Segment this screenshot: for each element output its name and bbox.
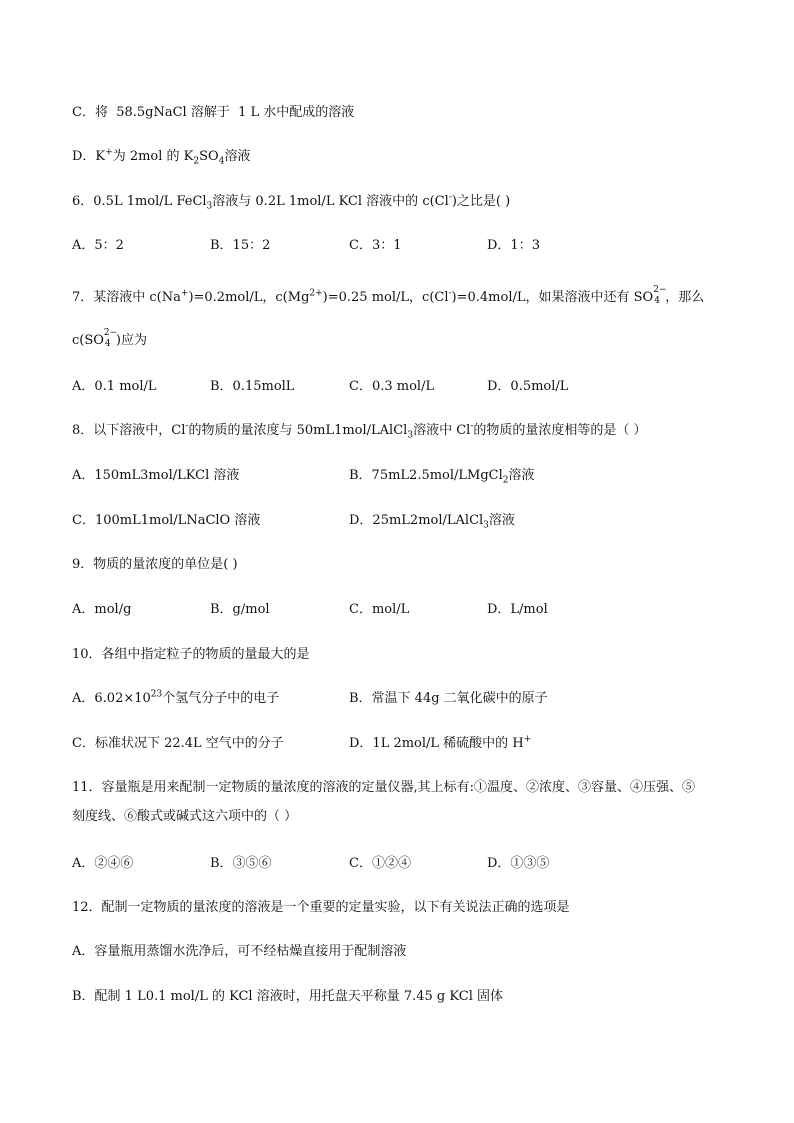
q8-option-a[interactable]: A．150mL3mol/LKCl 溶液: [72, 468, 240, 483]
question-6-stem: 6．0.5L 1mol/L FeCl$_3$溶液与 0.2L 1mol/L KCl 溶液中的 c(Cl-)之比是( ): [72, 192, 511, 212]
q9-option-b[interactable]: B．g/mol: [210, 602, 270, 617]
question-10-stem: 10．各组中指定粒子的物质的量最大的是: [72, 647, 310, 662]
q6-option-d[interactable]: D．1：3: [487, 238, 540, 253]
q7-option-d[interactable]: D．0.5mol/L: [487, 379, 569, 394]
q10-option-b[interactable]: B．常温下 44g 二氧化碳中的原子: [349, 691, 548, 706]
q12-option-a[interactable]: A．容量瓶用蒸馏水洗净后，可不经枯燥直接用于配制溶液: [72, 944, 407, 959]
question-8-stem: 8．以下溶液中，Cl-的物质的量浓度与 50mL1mol/LAlCl$_3$溶液中 Cl-的物质的量浓度相等的是（ ）: [72, 421, 647, 441]
q9-option-c[interactable]: C．mol/L: [349, 602, 410, 617]
q9-option-d[interactable]: D．L/mol: [487, 602, 548, 617]
q8-option-b[interactable]: B．75mL2.5mol/LMgCl$_2$溶液: [349, 468, 535, 486]
q7-option-c[interactable]: C．0.3 mol/L: [349, 379, 435, 394]
question-7-stem-line2: c(SO 2− 4 )应为: [72, 328, 147, 349]
q6-option-b[interactable]: B．15：2: [210, 238, 271, 253]
q11-option-a[interactable]: A．②④⑥: [72, 856, 134, 871]
q8-option-c[interactable]: C．100mL1mol/LNaClO 溶液: [72, 513, 261, 528]
question-11-stem-line2: 刻度线、⑥酸式或碱式这六项中的（ ）: [72, 809, 298, 824]
q6-option-c[interactable]: C．3：1: [349, 238, 402, 253]
sulfate-ion-notation: 2− 4: [653, 285, 667, 306]
q6-option-a[interactable]: A．5：2: [72, 238, 124, 253]
q8-option-d[interactable]: D．25mL2mol/LAlCl$_3$溶液: [349, 513, 515, 531]
q11-option-d[interactable]: D．①③⑤: [487, 856, 550, 871]
question-12-stem: 12．配制一定物质的量浓度的溶液是一个重要的定量实验，以下有关说法正确的选项是: [72, 900, 570, 915]
q10-option-a[interactable]: A．$6.02\times 10^{23}$个氢气分子中的电子: [72, 689, 280, 706]
q12-option-b[interactable]: B．配制 1 L0.1 mol/L 的 KCl 溶液时，用托盘天平称量 7.45 g KCl 固体: [72, 989, 503, 1004]
q9-option-a[interactable]: A．mol/g: [72, 602, 132, 617]
q5-option-d[interactable]: D．K+为 2mol 的 $K_2SO_4$溶液: [72, 147, 251, 167]
q10-option-c[interactable]: C．标准状况下 22.4L 空气中的分子: [72, 736, 284, 751]
question-7-stem-line1: 7．某溶液中 c(Na+)=0.2mol/L，$c(Mg^{2+})=0.25$ mol/L，c(Cl-)=0.4mol/L，如果溶液中还有 SO 2− 4 ，那么: [72, 285, 705, 306]
q7-option-b[interactable]: B．0.15molL: [210, 379, 295, 394]
q5-option-c[interactable]: C．将 58.5gNaCl 溶解于 1 L 水中配成的溶液: [72, 105, 355, 120]
question-11-stem-line1: 11．容量瓶是用来配制一定物质的量浓度的溶液的定量仪器,其上标有:①温度、②浓度、③容量、④压强、⑤: [72, 780, 696, 795]
q10-option-d[interactable]: D．1L 2mol/L 稀硫酸中的 H+: [349, 734, 532, 751]
question-9-stem: 9．物质的量浓度的单位是( ): [72, 557, 238, 572]
q7-option-a[interactable]: A．0.1 mol/L: [72, 379, 157, 394]
q11-option-c[interactable]: C．①②④: [349, 856, 411, 871]
sulfate-ion-notation: 2− 4: [103, 328, 118, 349]
q11-option-b[interactable]: B．③⑤⑥: [210, 856, 272, 871]
